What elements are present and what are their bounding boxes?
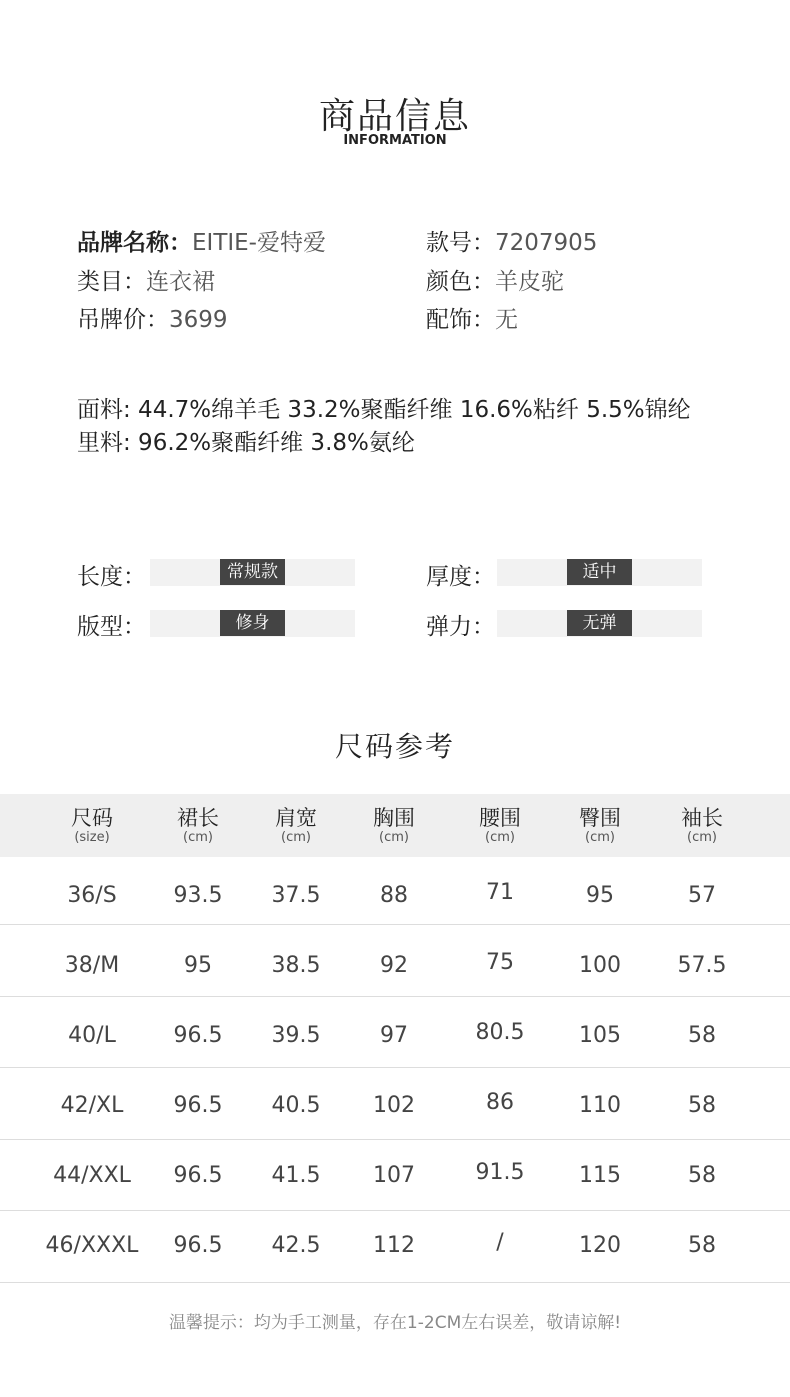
cell-bust: 88 (380, 883, 408, 908)
brand-row (77, 224, 326, 257)
thickness-label: 厚度： (426, 564, 495, 590)
header-dress-length (148, 794, 248, 846)
table-row (0, 857, 790, 925)
page-title: 商品信息 (318, 96, 471, 137)
cell-bust: 112 (373, 1233, 415, 1258)
cell-sleeve: 57.5 (677, 953, 727, 978)
fit-tag: 修身 (220, 610, 285, 636)
table-row (0, 997, 790, 1068)
cell-sleeve: 58 (688, 1233, 716, 1258)
category-label: 类目： (77, 269, 146, 295)
header-bust-name: 胸围 (373, 806, 415, 830)
header-hip (550, 794, 650, 846)
cell-hip: 95 (586, 883, 614, 908)
price-value: 3699 (169, 307, 228, 333)
cell-shoulder: 37.5 (271, 883, 321, 908)
cell-size: 42/XL (60, 1093, 124, 1118)
category-value: 连衣裙 (146, 269, 215, 295)
header-size (42, 794, 142, 846)
table-row (0, 1211, 790, 1283)
header-hip-name: 臀围 (579, 806, 621, 830)
measurement-note: 温馨提示：均为手工测量，存在1-2CM左右误差，敬请谅解! (168, 1313, 622, 1333)
cell-hip: 105 (579, 1023, 621, 1048)
style-no-row (426, 224, 597, 257)
header-bust-unit: (cm) (379, 830, 409, 845)
category-row (77, 263, 215, 296)
header-waist (450, 794, 550, 846)
cell-bust: 97 (380, 1023, 408, 1048)
style-no-value: 7207905 (495, 230, 598, 256)
color-value: 羊皮驼 (495, 269, 564, 295)
cell-dress-length: 95 (184, 953, 212, 978)
header-sleeve-name: 袖长 (681, 806, 723, 830)
size-chart-title: 尺码参考 (334, 730, 455, 763)
header-waist-name: 腰围 (479, 806, 521, 830)
accessory-label: 配饰： (426, 307, 495, 333)
cell-sleeve: 57 (688, 883, 716, 908)
cell-waist: 80.5 (475, 1020, 525, 1045)
price-label: 吊牌价： (77, 307, 169, 333)
cell-size: 40/L (68, 1023, 116, 1048)
cell-hip: 110 (579, 1093, 621, 1118)
cell-waist: 71 (486, 880, 514, 905)
header-bust (344, 794, 444, 846)
cell-shoulder: 42.5 (271, 1233, 321, 1258)
header-dress-length-unit: (cm) (183, 830, 213, 845)
color-row (426, 263, 564, 296)
header-waist-unit: (cm) (485, 830, 515, 845)
cell-size: 44/XXL (53, 1163, 131, 1188)
table-row (0, 1068, 790, 1140)
header-shoulder (246, 794, 346, 846)
length-label: 长度： (77, 564, 146, 590)
header-hip-unit: (cm) (585, 830, 615, 845)
length-tag: 常规款 (220, 559, 285, 585)
cell-sleeve: 58 (688, 1163, 716, 1188)
cell-size: 46/XXXL (45, 1233, 139, 1258)
style-no-label: 款号： (426, 230, 495, 256)
elasticity-label: 弹力： (426, 614, 495, 640)
color-label: 颜色： (426, 269, 495, 295)
header-size-unit: (size) (74, 830, 110, 845)
cell-waist: 75 (486, 950, 514, 975)
cell-dress-length: 96.5 (173, 1023, 223, 1048)
elasticity-tag: 无弹 (567, 610, 632, 636)
cell-dress-length: 93.5 (173, 883, 223, 908)
cell-bust: 102 (373, 1093, 415, 1118)
size-table-header (0, 794, 790, 857)
accessory-value: 无 (495, 307, 518, 333)
price-row (77, 301, 228, 334)
brand-value: EITIE-爱特爱 (192, 230, 326, 256)
cell-waist: / (496, 1230, 504, 1255)
accessory-row (426, 301, 518, 334)
header-dress-length-name: 裙长 (177, 806, 219, 830)
outer-fabric: 面料: 44.7%绵羊毛 33.2%聚酯纤维 16.6%粘纤 5.5%锦纶 (77, 397, 691, 423)
cell-size: 38/M (64, 953, 120, 978)
cell-dress-length: 96.5 (173, 1093, 223, 1118)
cell-dress-length: 96.5 (173, 1233, 223, 1258)
cell-hip: 120 (579, 1233, 621, 1258)
cell-waist: 86 (486, 1090, 514, 1115)
page-subtitle: INFORMATION (343, 133, 447, 148)
table-row (0, 925, 790, 997)
header-shoulder-unit: (cm) (281, 830, 311, 845)
thickness-tag: 适中 (567, 559, 632, 585)
cell-bust: 92 (380, 953, 408, 978)
cell-hip: 115 (579, 1163, 621, 1188)
header-sleeve-unit: (cm) (687, 830, 717, 845)
cell-shoulder: 41.5 (271, 1163, 321, 1188)
cell-sleeve: 58 (688, 1093, 716, 1118)
cell-hip: 100 (579, 953, 621, 978)
brand-label: 品牌名称： (77, 230, 192, 256)
cell-waist: 91.5 (475, 1160, 525, 1185)
cell-shoulder: 38.5 (271, 953, 321, 978)
fit-label: 版型： (77, 614, 146, 640)
cell-shoulder: 40.5 (271, 1093, 321, 1118)
cell-bust: 107 (373, 1163, 415, 1188)
cell-sleeve: 58 (688, 1023, 716, 1048)
table-row (0, 1140, 790, 1211)
cell-shoulder: 39.5 (271, 1023, 321, 1048)
header-size-name: 尺码 (71, 806, 113, 830)
cell-dress-length: 96.5 (173, 1163, 223, 1188)
lining-fabric: 里料: 96.2%聚酯纤维 3.8%氨纶 (77, 430, 415, 456)
header-shoulder-name: 肩宽 (275, 806, 317, 830)
cell-size: 36/S (67, 883, 117, 908)
header-sleeve (652, 794, 752, 846)
